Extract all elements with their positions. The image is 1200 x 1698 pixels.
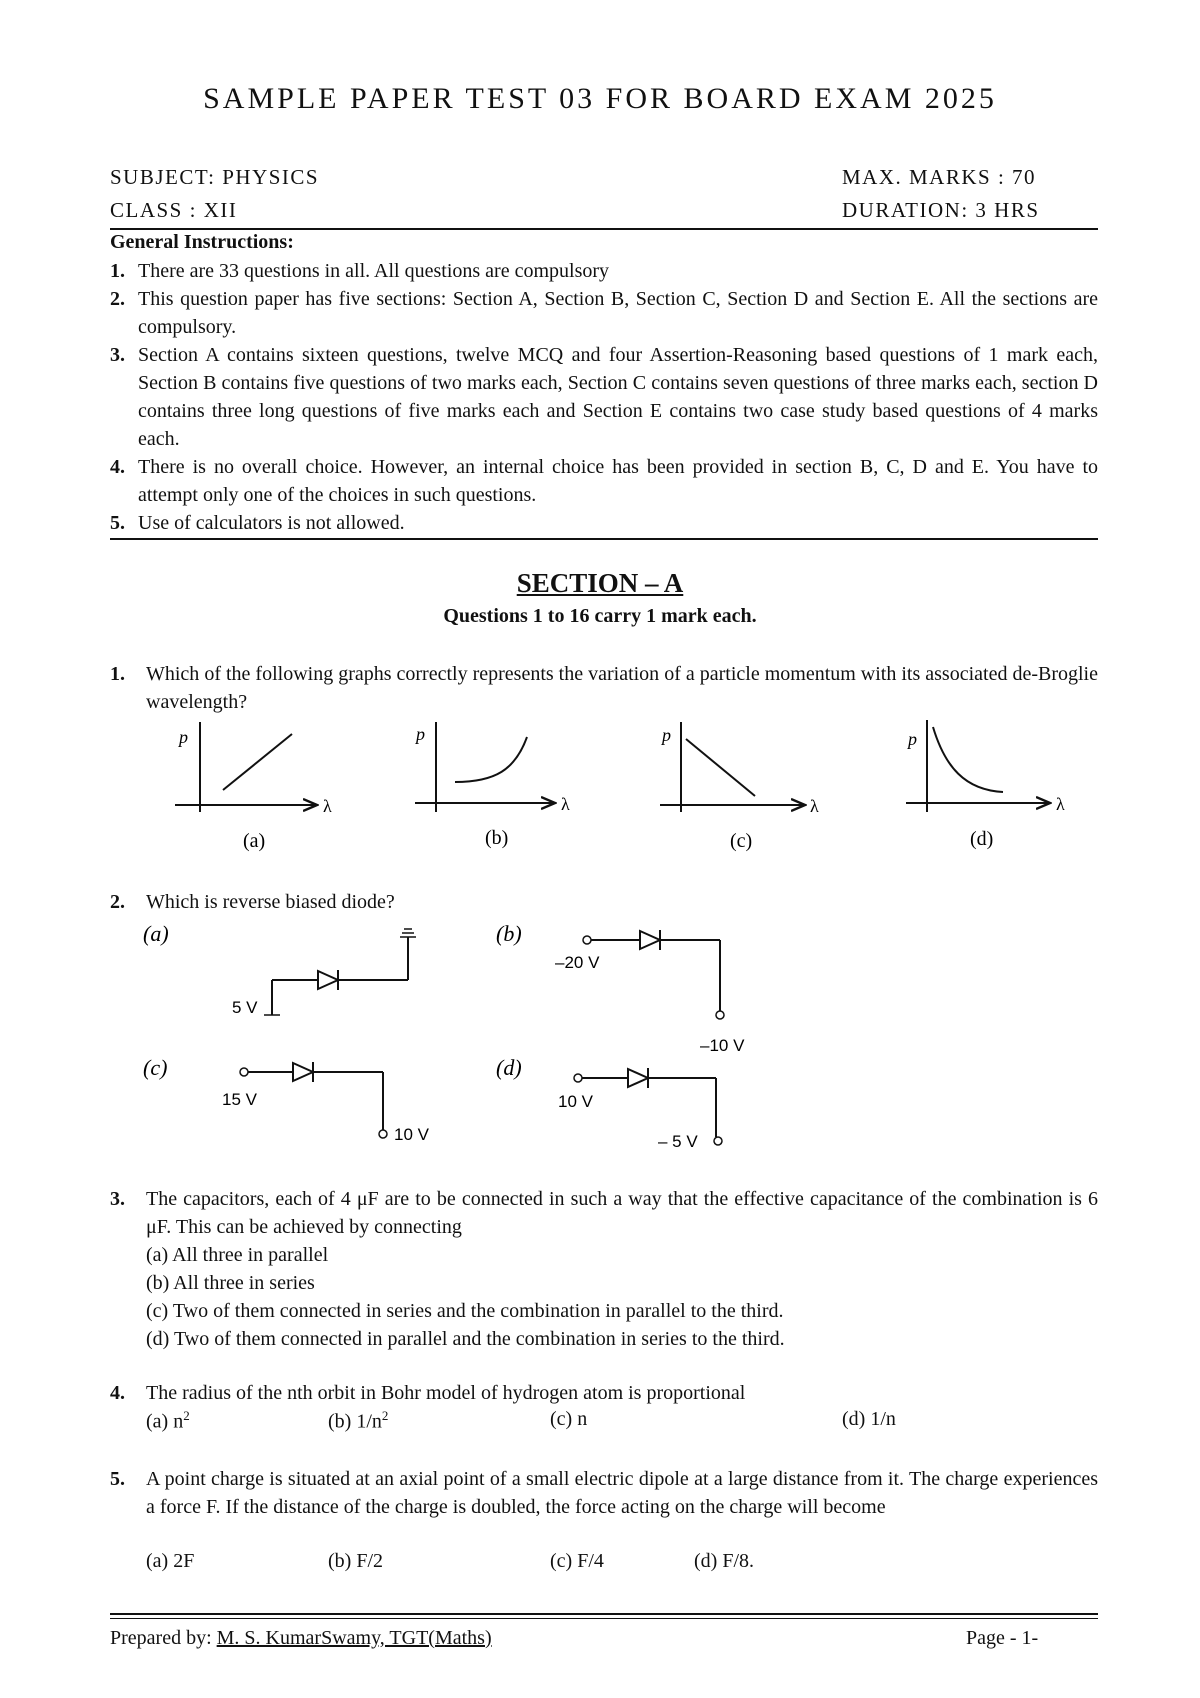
circuit-b xyxy=(496,921,745,1055)
option-a: (a) $n^2$ xyxy=(146,1408,190,1433)
voltage-label: –20 V xyxy=(555,953,600,972)
header-divider xyxy=(110,228,1098,230)
instruction-item: 4. There is no overall choice. However, an internal choice has been provided in section B, C, D and E. You have to attempt only one of the choices in such questions. xyxy=(110,456,1098,506)
max-marks-label: MAX. MARKS : 70 xyxy=(842,165,1037,189)
question-number: 2. xyxy=(110,891,125,913)
prepared-label: Prepared by: xyxy=(110,1627,212,1649)
instruction-item: 2. This question paper has five sections: Section A, Section B, Section C, Section D and Section E. All the sections are compulsory. xyxy=(110,288,1098,338)
voltage-label: 10 V xyxy=(394,1125,429,1144)
p-axis-label: p xyxy=(908,729,917,749)
voltage-label: 5 V xyxy=(232,998,258,1017)
question-4 xyxy=(110,1379,1098,1407)
lambda-axis-label: λ xyxy=(561,794,570,814)
circuit-tag: (d) xyxy=(496,1055,522,1080)
voltage-label: – 5 V xyxy=(658,1132,698,1151)
section-title: SECTION – A xyxy=(516,568,684,598)
graph-label: (d) xyxy=(970,828,994,850)
momentum-wavelength-graphs xyxy=(165,712,1125,862)
graph-b xyxy=(414,722,570,849)
option: (d) Two of them connected in parallel and the combination in series to the third. xyxy=(146,1328,785,1350)
graph-a xyxy=(175,722,332,852)
question-text: Which is reverse biased diode? xyxy=(146,891,395,913)
graph-label: (a) xyxy=(243,830,266,852)
question-number: 4. xyxy=(110,1382,125,1404)
prepared-by xyxy=(110,1627,492,1650)
question-2 xyxy=(110,888,1098,916)
option: (a) All three in parallel xyxy=(146,1244,329,1266)
duration-label: DURATION: 3 HRS xyxy=(842,198,1040,222)
question-1 xyxy=(110,660,1098,716)
circuit-d xyxy=(496,1055,722,1151)
question-3 xyxy=(110,1185,1098,1353)
graph-c xyxy=(660,722,819,852)
section-subtitle: Questions 1 to 16 carry 1 mark each. xyxy=(443,605,757,627)
question-text: A point charge is situated at an axial point of a small electric dipole at a large distance from it. The charge experiences a force F. If the distance of the charge is doubled, the force acting on the charge will become xyxy=(146,1468,1098,1518)
paper-title: SAMPLE PAPER TEST 03 FOR BOARD EXAM 2025 xyxy=(203,82,997,115)
voltage-label: 15 V xyxy=(222,1090,257,1109)
question-number: 1. xyxy=(110,663,125,685)
instructions-list xyxy=(110,257,1098,537)
circuit-a xyxy=(143,921,416,1017)
option-a: (a) 2F xyxy=(146,1550,195,1572)
option-d: (d) 1/n xyxy=(842,1408,896,1430)
diode-circuits xyxy=(140,915,760,1155)
instruction-item: 1. There are 33 questions in all. All questions are compulsory xyxy=(110,260,610,282)
circuit-tag: (b) xyxy=(496,921,522,946)
p-axis-label: p xyxy=(662,725,671,745)
question-text: Which of the following graphs correctly represents the variation of a particle momentum with its associated de-Broglie wavelength? xyxy=(146,663,1098,713)
question-5 xyxy=(110,1465,1098,1521)
question-text: The radius of the nth orbit in Bohr model of hydrogen atom is proportional xyxy=(146,1382,746,1404)
voltage-label: –10 V xyxy=(700,1036,745,1055)
footer-divider-top xyxy=(110,1613,1098,1615)
option: (b) All three in series xyxy=(146,1272,315,1294)
circuit-tag: (c) xyxy=(143,1055,168,1080)
author-name: M. S. KumarSwamy, TGT(Maths) xyxy=(216,1627,492,1649)
instruction-item: 3. Section A contains sixteen questions, twelve MCQ and four Assertion-Reasoning based questions of 1 mark each, Section B contains five questions of two marks each, Section C contains seven questions of three marks each, section D contains three long questions of five marks each and Section E contains two case study based questions of 4 marks each. xyxy=(110,344,1098,450)
graph-label: (b) xyxy=(485,827,509,849)
option: (c) Two of them connected in series and the combination in parallel to the third. xyxy=(146,1300,784,1322)
instruction-item: 5. Use of calculators is not allowed. xyxy=(110,512,405,534)
page-number: Page - 1- xyxy=(966,1627,1039,1649)
question-number: 5. xyxy=(110,1468,125,1490)
option-d: (d) F/8. xyxy=(694,1550,754,1572)
lambda-axis-label: λ xyxy=(323,796,332,816)
footer-divider-bottom xyxy=(110,1618,1098,1619)
circuit-tag: (a) xyxy=(143,921,169,946)
voltage-label: 10 V xyxy=(558,1092,593,1111)
graph-d xyxy=(906,720,1065,850)
lambda-axis-label: λ xyxy=(1056,794,1065,814)
question-number: 3. xyxy=(110,1188,125,1210)
option-b: (b) $1/n^2$ xyxy=(328,1408,389,1433)
circuit-c xyxy=(143,1055,430,1144)
option-c: (c) n xyxy=(550,1408,588,1430)
lambda-axis-label: λ xyxy=(810,796,819,816)
option-c: (c) F/4 xyxy=(550,1550,604,1572)
p-axis-label: p xyxy=(416,724,425,744)
instructions-divider xyxy=(110,538,1098,540)
p-axis-label: p xyxy=(179,727,188,747)
class-label: CLASS : XII xyxy=(110,198,238,222)
graph-label: (c) xyxy=(730,830,753,852)
option-b: (b) F/2 xyxy=(328,1550,383,1572)
subject-label: SUBJECT: PHYSICS xyxy=(110,165,320,189)
question-text: The capacitors, each of 4 μF are to be connected in such a way that the effective capacitance of the combination is 6 μF. This can be achieved by connecting xyxy=(146,1188,1098,1238)
instructions-heading: General Instructions: xyxy=(110,231,294,253)
